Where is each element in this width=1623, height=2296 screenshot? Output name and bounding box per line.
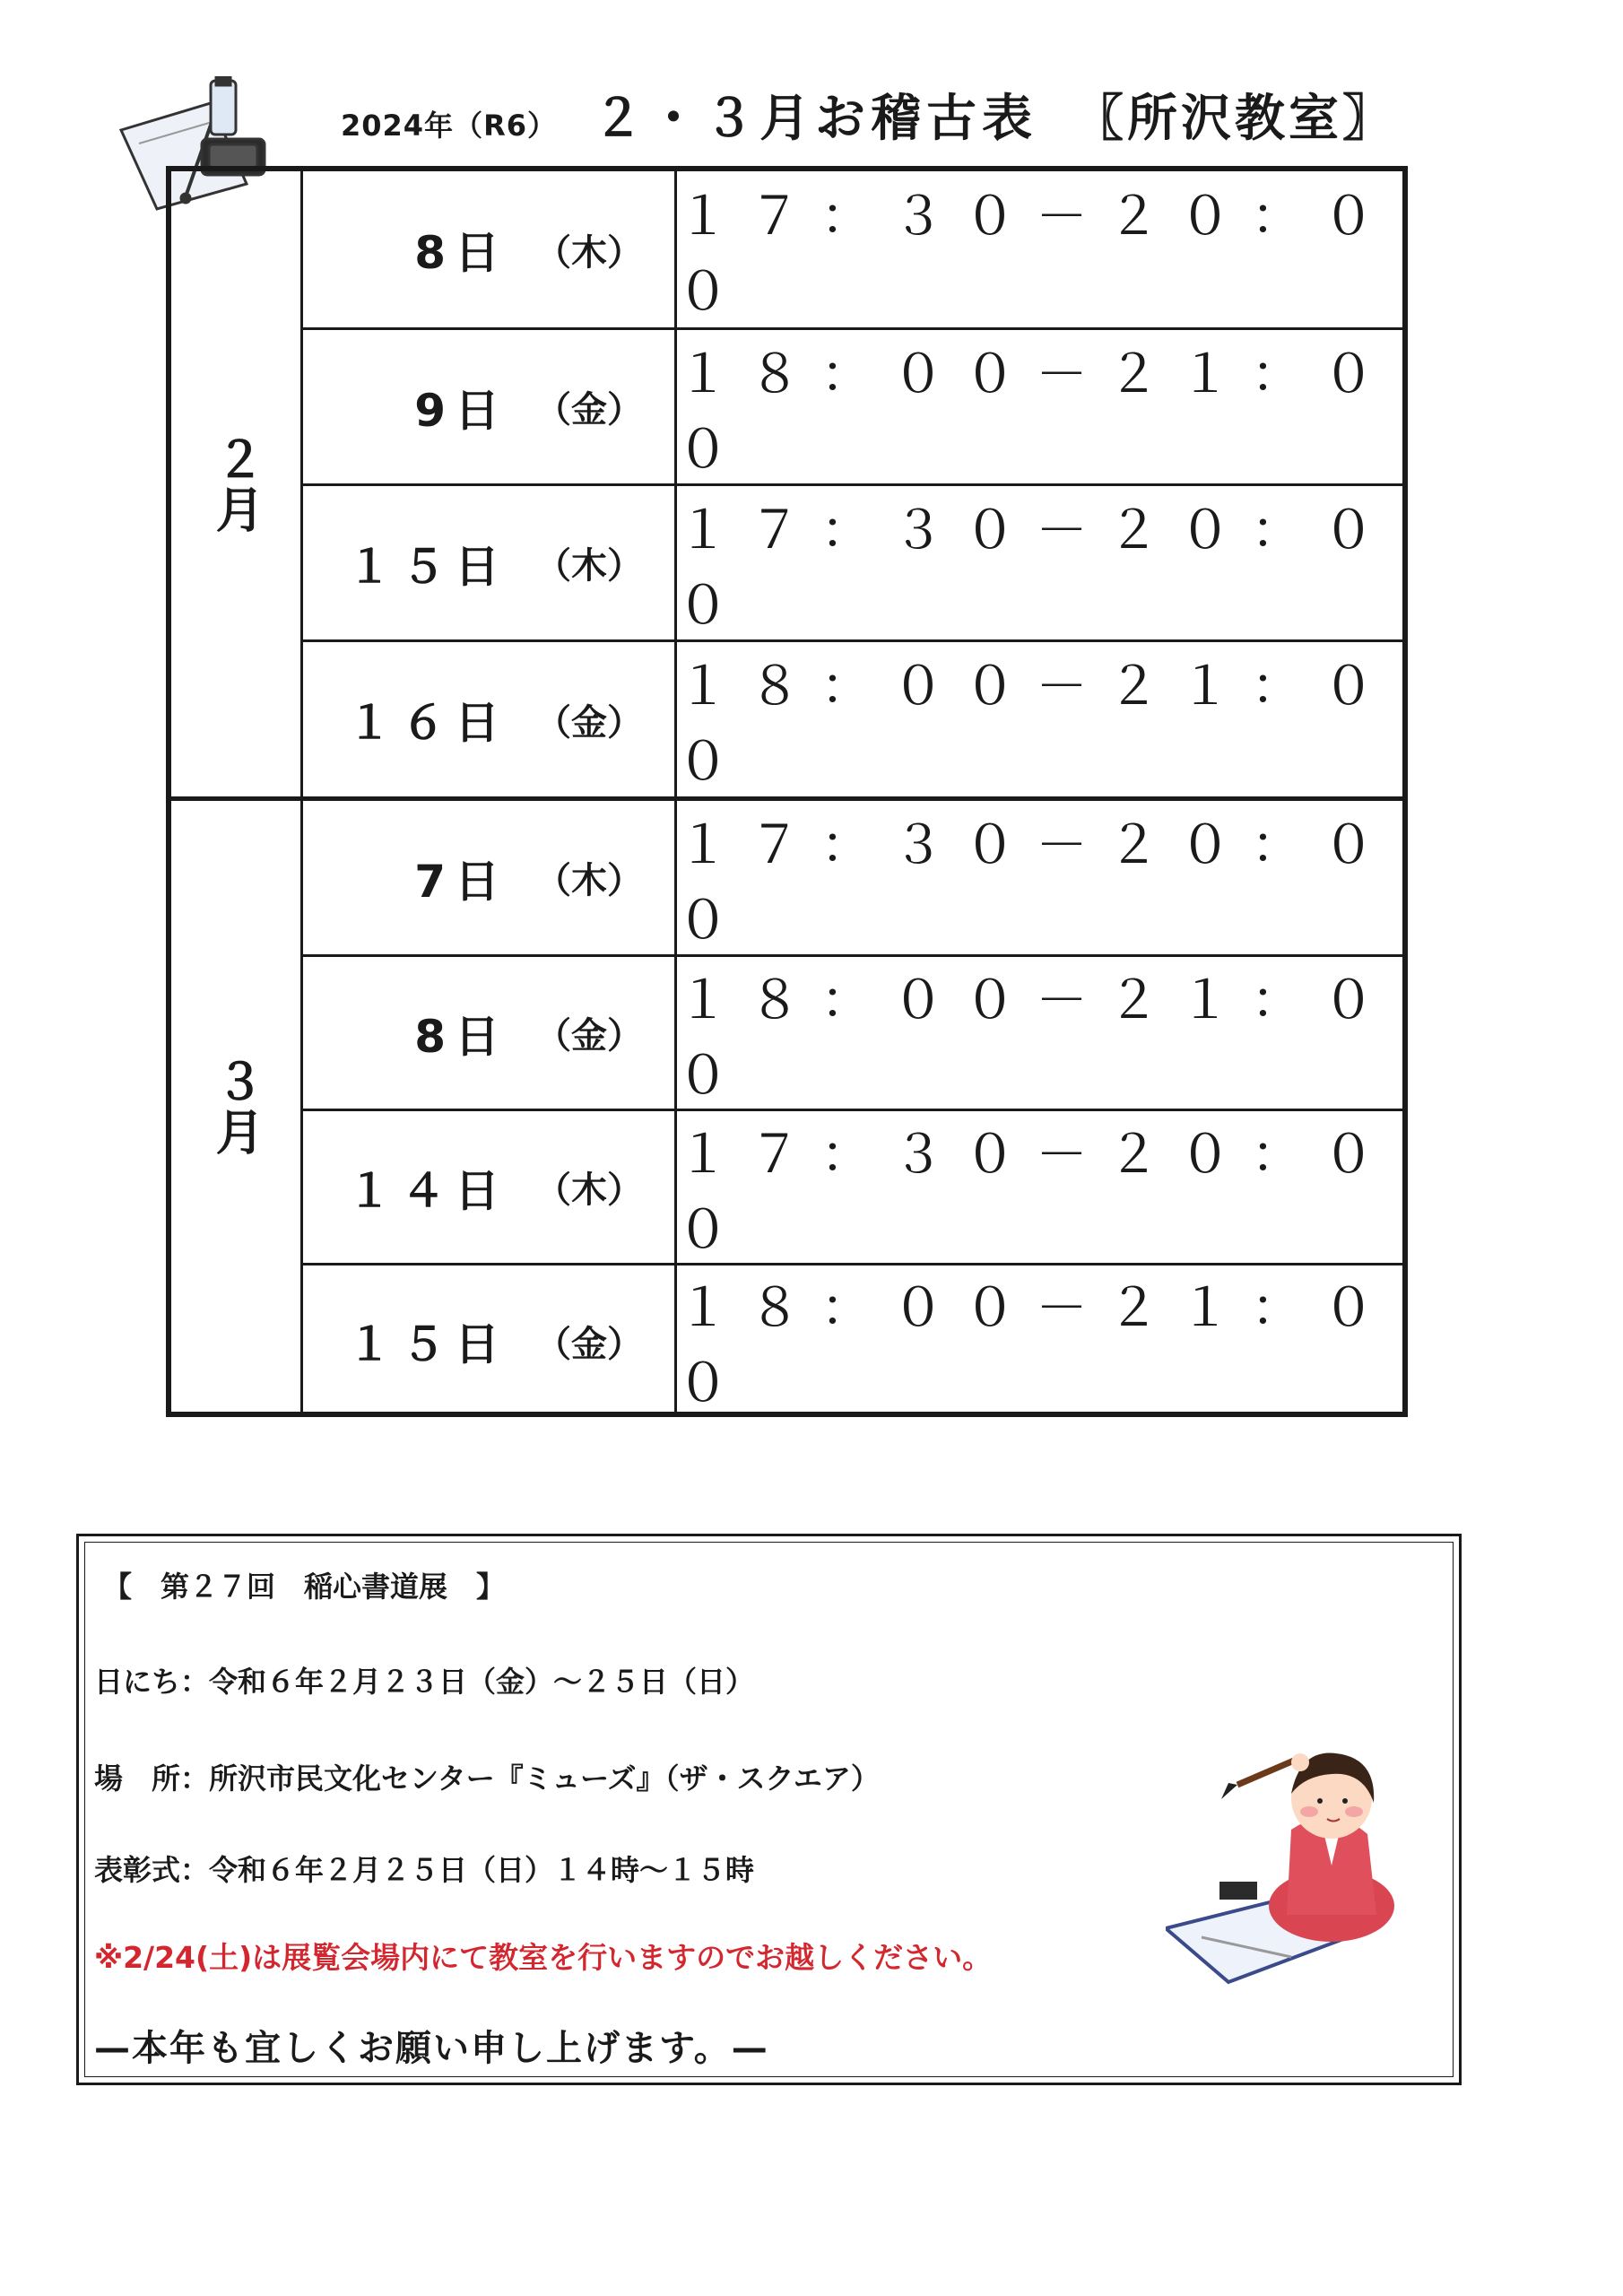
time-cell: １８：００－２１：００: [677, 656, 1395, 792]
date-cell: [300, 801, 677, 954]
calligraphy-girl-illustration: [1166, 1722, 1399, 1991]
day: 7日: [414, 855, 508, 908]
date-label: 日にち：: [94, 1665, 210, 1699]
month-block-march: [166, 796, 1402, 1412]
day: １５日: [347, 540, 508, 593]
schedule-row: [300, 327, 1402, 483]
exhibition-note: ※2/24(土)は展覧会場内にて教室を行いますのでお越しください。: [94, 1940, 993, 1975]
exhibition-heading: 【 第２７回 稲心書道展 】: [103, 1570, 506, 1604]
schedule-row: [300, 639, 1402, 796]
schedule-row: [300, 801, 1402, 954]
month-label-february: ２月: [208, 433, 265, 535]
ceremony-label: 表彰式：: [94, 1853, 210, 1887]
date-cell: [300, 1111, 677, 1263]
day: 8日: [414, 227, 508, 279]
date-cell: [300, 171, 677, 327]
schedule-row: [300, 1109, 1402, 1263]
exhibition-place: [94, 1756, 880, 1797]
time-cell: １７：３０－２０：００: [677, 186, 1395, 322]
time-cell: １８：００－２１：００: [677, 969, 1395, 1106]
day: １４日: [347, 1164, 508, 1217]
header-year: 2024年（R6）: [341, 109, 557, 143]
page-title: ２・３月お稽古表: [592, 90, 1037, 148]
schedule-table: [166, 166, 1408, 1417]
time-cell: １７：３０－２０：００: [677, 499, 1395, 636]
exhibition-date: [94, 1659, 754, 1700]
month-cell: [166, 171, 300, 796]
place-value: 所沢市民文化センター『ミューズ』（ザ・スクエア）: [209, 1761, 880, 1796]
day: １５日: [347, 1318, 508, 1370]
classroom-name: 〖所沢教室〗: [1072, 90, 1396, 148]
place-label: 場 所：: [94, 1761, 210, 1796]
time-cell: １７：３０－２０：００: [677, 1123, 1395, 1260]
date-value: 令和６年２月２３日（金）～２５日（日）: [209, 1665, 755, 1699]
weekday: （木）: [535, 860, 643, 901]
new-year-greeting: —本年も宜しくお願い申し上げます。—: [94, 2028, 769, 2069]
schedule-row: [300, 1263, 1402, 1416]
month-block-february: [166, 171, 1402, 796]
date-cell: [300, 486, 677, 639]
date-cell: [300, 1265, 677, 1416]
weekday: （金）: [535, 389, 643, 430]
time-cell: １８：００－２１：００: [677, 343, 1395, 480]
time-cell: １７：３０－２０：００: [677, 813, 1395, 951]
weekday: （木）: [535, 545, 643, 587]
weekday: （木）: [535, 231, 643, 274]
month-cell: [166, 801, 300, 1412]
weekday: （木）: [535, 1170, 643, 1211]
ceremony-value: 令和６年２月２５日（日）１４時～１５時: [209, 1853, 755, 1887]
day: １６日: [347, 697, 508, 749]
exhibition-ceremony: [94, 1848, 754, 1889]
day: 8日: [414, 1010, 508, 1063]
schedule-row: [300, 954, 1402, 1109]
date-cell: [300, 642, 677, 796]
weekday: （金）: [535, 1323, 643, 1365]
weekday: （金）: [535, 1015, 643, 1057]
schedule-row: [300, 483, 1402, 639]
page-header: [341, 79, 1399, 160]
day: 9日: [414, 384, 508, 437]
date-cell: [300, 330, 677, 483]
time-cell: １８：００－２１：００: [677, 1277, 1395, 1413]
weekday: （金）: [535, 701, 643, 744]
month-label-march: ３月: [208, 1056, 265, 1157]
date-cell: [300, 957, 677, 1109]
schedule-row: [300, 171, 1402, 327]
